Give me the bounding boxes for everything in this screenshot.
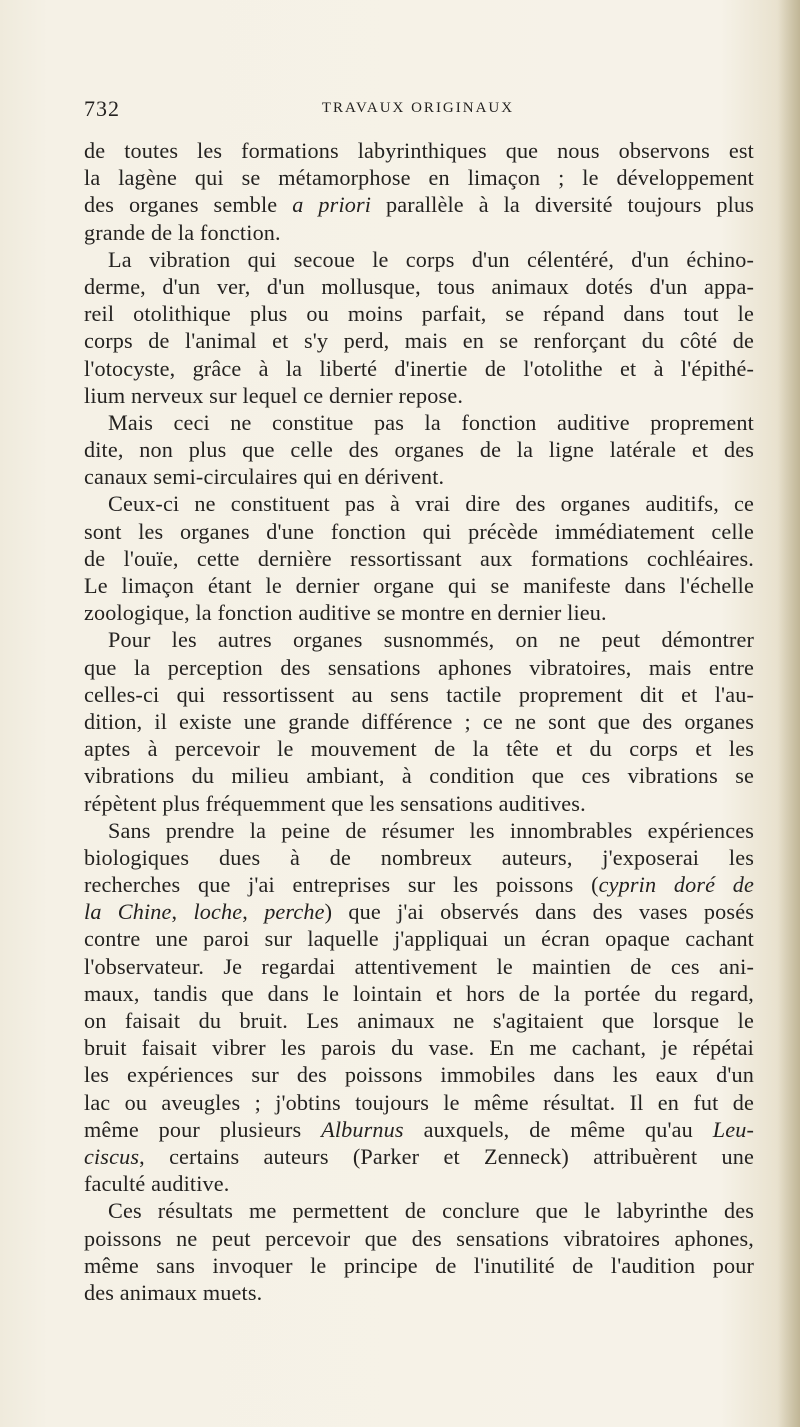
text-line: contre une paroi sur laquelle j'appliquai un écran opaque cachant bbox=[84, 926, 754, 952]
text-line: sont les organes d'une fonction qui précède immédiatement celle bbox=[84, 518, 754, 544]
italic-phrase: perche bbox=[264, 899, 325, 925]
italic-phrase: la Chine bbox=[84, 899, 172, 925]
body-text bbox=[84, 137, 754, 1306]
text-line-with-italic: ciscus, certains auteurs (Parker et Zenneck) attribuèrent une bbox=[84, 1143, 754, 1169]
text-line: celles-ci qui ressortissent au sens tactile proprement dit et l'au- bbox=[84, 681, 754, 707]
italic-phrase: Leu- bbox=[712, 1116, 754, 1142]
text-line: Ces résultats me permettent de conclure que le labyrinthe des bbox=[108, 1198, 754, 1224]
text-line: répètent plus fréquemment que les sensations auditives. bbox=[84, 790, 586, 816]
text-line: aptes à percevoir le mouvement de la tête et du corps et les bbox=[84, 736, 754, 762]
text-line: Sans prendre la peine de résumer les innombrables expériences bbox=[108, 817, 754, 843]
text-line: derme, d'un ver, d'un mollusque, tous animaux dotés d'un appa- bbox=[84, 273, 754, 299]
page-header bbox=[84, 96, 752, 126]
text-line-with-italic: même pour plusieurs Alburnus auxquels, de même qu'au Leu- bbox=[84, 1116, 754, 1142]
text-line: lium nerveux sur lequel ce dernier repose. bbox=[84, 382, 464, 408]
text-line-with-italic: la Chine, loche, perche) que j'ai observés dans des vases posés bbox=[84, 899, 754, 925]
text-line: La vibration qui secoue le corps d'un célentéré, d'un échino- bbox=[108, 246, 754, 272]
italic-phrase: Alburnus bbox=[321, 1116, 404, 1142]
text-line: reil otolithique plus ou moins parfait, se répand dans tout le bbox=[84, 301, 754, 327]
page-edge-shadow bbox=[778, 0, 800, 1427]
text-line: zoologique, la fonction auditive se montre en dernier lieu. bbox=[84, 600, 607, 626]
text-line: l'observateur. Je regardai attentivement le maintien de ces ani- bbox=[84, 953, 754, 979]
text-line: corps de l'animal et s'y perd, mais en se renforçant du côté de bbox=[84, 328, 754, 354]
text-line: Mais ceci ne constitue pas la fonction auditive proprement bbox=[108, 409, 754, 435]
text-line: même sans invoquer le principe de l'inutilité de l'audition pour bbox=[84, 1252, 754, 1278]
text-line: maux, tandis que dans le lointain et hors de la portée du regard, bbox=[84, 980, 754, 1006]
text-line-with-italic: recherches que j'ai entreprises sur les poissons (cyprin doré de bbox=[84, 872, 754, 898]
text-line: grande de la fonction. bbox=[84, 219, 281, 245]
italic-phrase: a priori bbox=[292, 192, 372, 218]
text-line: dite, non plus que celle des organes de la ligne latérale et des bbox=[84, 437, 754, 463]
text-line: Ceux-ci ne constituent pas à vrai dire des organes auditifs, ce bbox=[108, 491, 754, 517]
text-line: vibrations du milieu ambiant, à condition que ces vibrations se bbox=[84, 763, 754, 789]
text-line: on faisait du bruit. Les animaux ne s'agitaient que lorsque le bbox=[84, 1008, 754, 1033]
text-line: Pour les autres organes susnommés, on ne peut démontrer bbox=[108, 627, 754, 653]
italic-phrase: ciscus bbox=[84, 1143, 140, 1169]
text-line: poissons ne peut percevoir que des sensations vibratoires aphones, bbox=[84, 1225, 754, 1251]
text-line: bruit faisait vibrer les parois du vase. En me cachant, je répétai bbox=[84, 1035, 754, 1061]
text-line: les expériences sur des poissons immobiles dans les eaux d'un bbox=[84, 1062, 754, 1088]
text-line: de l'ouïe, cette dernière ressortissant aux formations cochléaires. bbox=[84, 545, 754, 571]
text-line: biologiques dues à de nombreux auteurs, j'exposerai les bbox=[84, 844, 754, 870]
text-line: dition, il existe une grande différence ; ce ne sont que des organes bbox=[84, 708, 754, 734]
text-line: la lagène qui se métamorphose en limaçon ; le développement bbox=[84, 165, 754, 191]
page-number: 732 bbox=[84, 96, 120, 121]
italic-phrase: loche bbox=[193, 899, 243, 925]
text-line: faculté auditive. bbox=[84, 1171, 230, 1197]
text-line: des animaux muets. bbox=[84, 1279, 263, 1305]
running-title: TRAVAUX ORIGINAUX bbox=[321, 100, 515, 116]
text-line: Le limaçon étant le dernier organe qui se manifeste dans l'échelle bbox=[84, 573, 754, 598]
text-line: lac ou aveugles ; j'obtins toujours le même résultat. Il en fut de bbox=[84, 1089, 754, 1115]
italic-phrase: cyprin doré de bbox=[598, 872, 754, 898]
text-line: que la perception des sensations aphones vibratoires, mais entre bbox=[84, 654, 754, 680]
text-line: l'otocyste, grâce à la liberté d'inertie de l'otolithe et à l'épithé- bbox=[84, 355, 754, 381]
text-line: de toutes les formations labyrinthiques que nous observons est bbox=[84, 138, 754, 163]
text-line-with-italic: des organes semble a priori parallèle à la diversité toujours plus bbox=[84, 192, 754, 218]
text-line: canaux semi-circulaires qui en dérivent. bbox=[84, 464, 445, 490]
